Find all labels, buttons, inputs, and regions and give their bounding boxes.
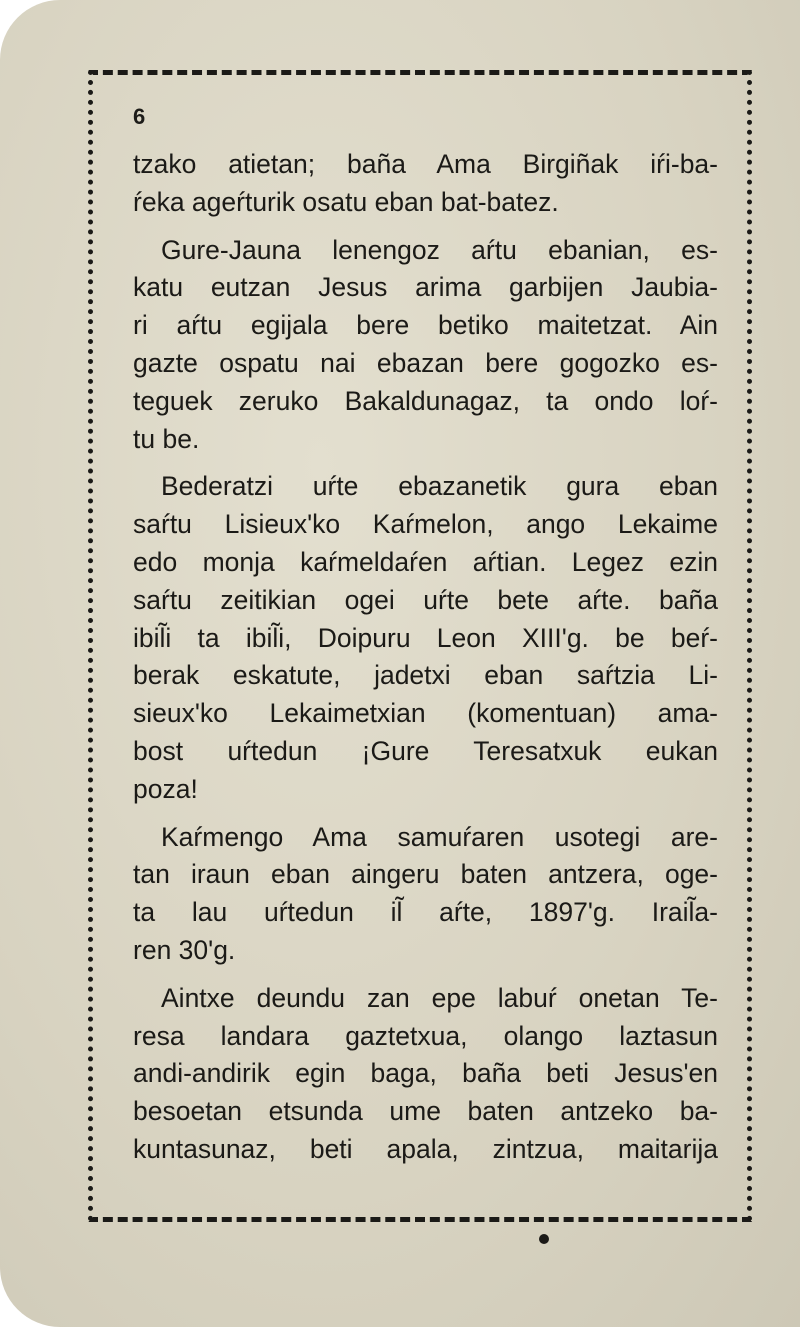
text-line: ri aŕtu egijala bere betiko maitetzat. Ain (133, 310, 718, 341)
text-line: katu eutzan Jesus arima garbijen Jaubia- (133, 272, 718, 303)
text-line: berak eskatute, jadetxi eban saŕtzia Li- (133, 660, 718, 691)
text-line: ibil̃i ta ibil̃i, Doipuru Leon XIII'g. be beŕ- (133, 622, 718, 653)
paragraph-gap (133, 970, 718, 980)
paragraph (133, 468, 718, 808)
paragraph (133, 819, 718, 970)
paragraph-gap (133, 809, 718, 819)
text-line: andi-andirik egin baga, baña beti Jesus'en (133, 1058, 718, 1089)
paragraph (133, 232, 718, 459)
text-line: edo monja kaŕmeldaŕen aŕtian. Legez ezin (133, 546, 718, 577)
text-line: teguek zeruko Bakaldunagaz, ta ondo loŕ- (133, 385, 718, 416)
paragraph-gap (133, 222, 718, 232)
text-line: poza! (133, 773, 198, 804)
text-line: saŕtu Lisieux'ko Kaŕmelon, ango Lekaime (133, 509, 718, 540)
paragraph (133, 980, 718, 1169)
ornament-dot (539, 1234, 549, 1244)
text-line: Aintxe deundu zan epe labuŕ onetan Te- (161, 982, 718, 1013)
text-line: Gure-Jauna lenengoz aŕtu ebanian, es- (161, 234, 718, 265)
text-line: ta lau uŕtedun il̃ aŕte, 1897'g. Irail̃a- (133, 897, 718, 928)
text-line: besoetan etsunda ume baten antzeko ba- (133, 1096, 718, 1127)
text-line: ŕeka ageŕturik osatu eban bat-batez. (133, 186, 559, 217)
text-line: Bederatzi uŕte ebazanetik gura eban (161, 471, 718, 502)
text-line: tzako atietan; baña Ama Birgiñak iŕi-ba- (133, 149, 718, 179)
text-line: sieux'ko Lekaimetxian (komentuan) ama- (133, 698, 718, 729)
text-line: saŕtu zeitikian ogei uŕte bete aŕte. baña (133, 584, 718, 615)
body-text (133, 146, 718, 1169)
text-line: bost uŕtedun ¡Gure Teresatxuk eukan (133, 735, 718, 766)
paragraph-gap (133, 458, 718, 468)
text-line: Kaŕmengo Ama samuŕaren usotegi are- (161, 821, 718, 852)
paragraph (133, 146, 718, 222)
text-line: tan iraun eban aingeru baten antzera, oge- (133, 859, 718, 890)
text-line: kuntasunaz, beti apala, zintzua, maitarija (133, 1133, 718, 1164)
text-line: tu be. (133, 423, 200, 454)
text-line: gazte ospatu nai ebazan bere gogozko es- (133, 347, 718, 378)
text-line: ren 30'g. (133, 934, 236, 965)
page-number: 6 (133, 104, 146, 129)
text-line: resa landara gaztetxua, olango laztasun (133, 1020, 718, 1051)
